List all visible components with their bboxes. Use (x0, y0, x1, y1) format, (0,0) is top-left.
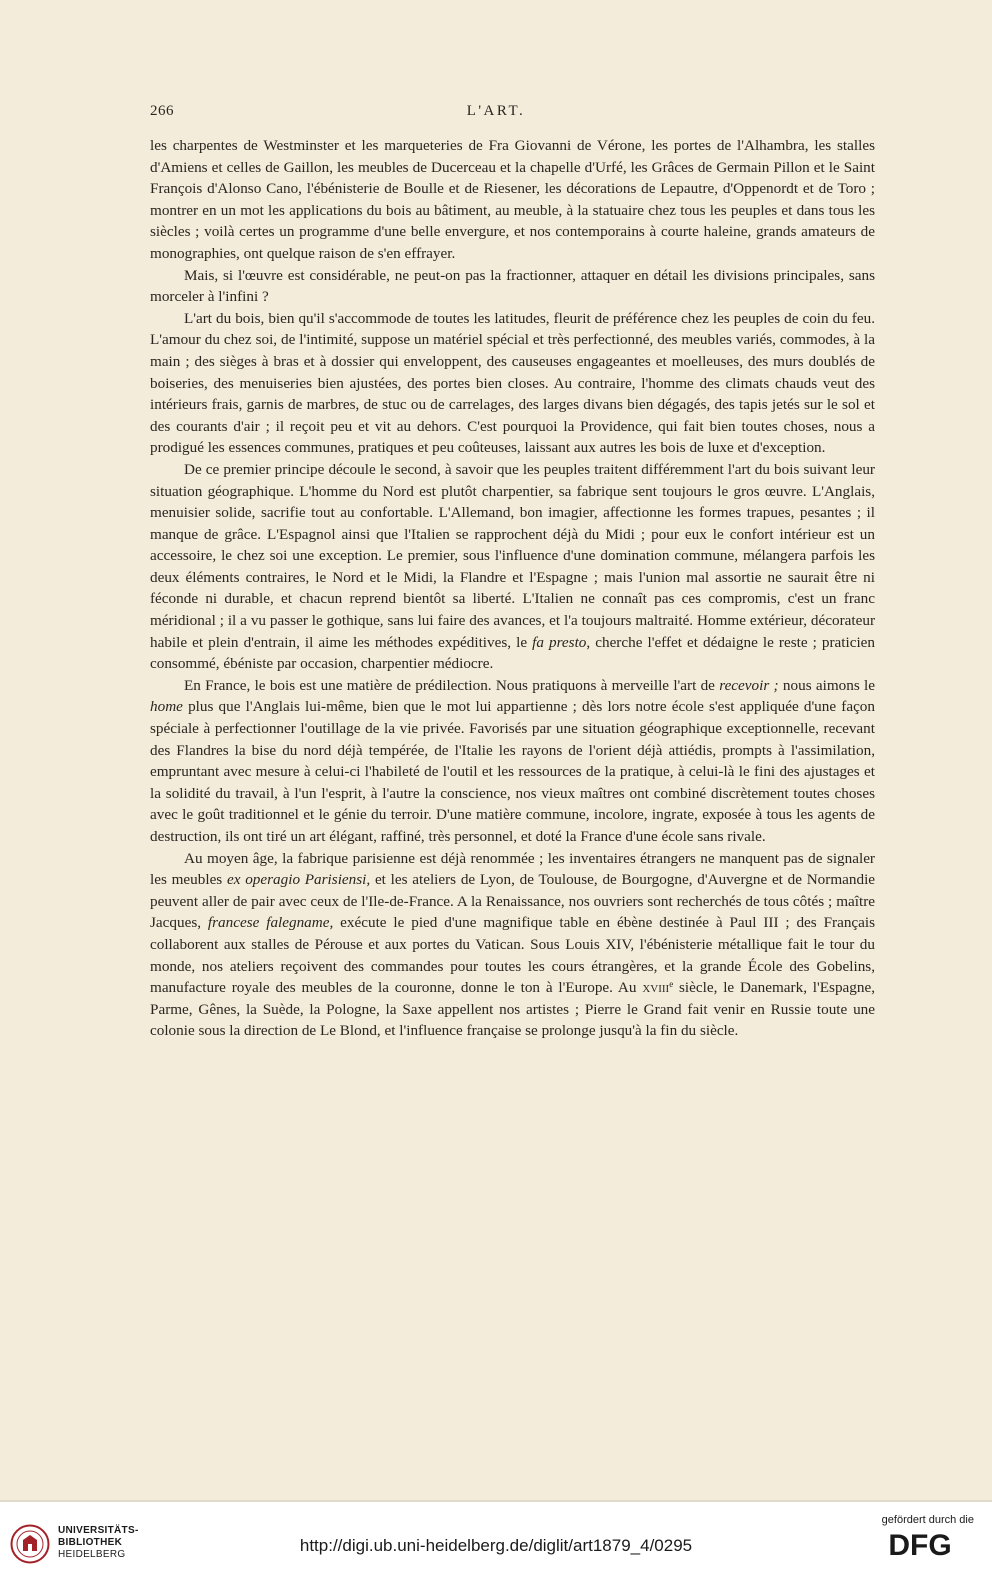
paragraph-text: et les ateliers de Lyon, de Toulouse, de Bourgogne, d'Auvergne et de Normandie peuvent aller de pair avec ceux de l'Ile-de-France. A la Renaissance, nos ouvriers sont recherchés de tous côtés ; maître Jacques, (150, 871, 876, 932)
italic-phrase: ex operagio Parisiensi, (226, 871, 371, 889)
footer-bar (0, 1502, 992, 1585)
institution-line: UNIVERSITÄTS- (58, 1525, 139, 1536)
italic-phrase: recevoir ; (719, 676, 779, 694)
article-body (150, 135, 875, 1042)
dfg-logo-text: DFG (888, 1529, 952, 1559)
paragraph: les charpentes de Westminster et les marqueteries de Fra Giovanni de Vérone, les portes de l'Alhambra, les stalles d'Amiens et celles de Gaillon, les meubles de Ducerceau et la chapelle d'Urfé, les Grâces de Germain Pillon et le Saint François d'Alonso Cano, l'ébénisterie de Boulle et de Riesener, les décorations de Lepautre, d'Oppenordt et de Toro ; montrer en un mot les applications du bois au bâtiment, au meuble, à la statuaire chez tous les peuples et dans tous les siècles ; voilà certes un programme d'une belle envergure, et nos contemporains à courte haleine, grands amateurs de monographies, ont quelque raison de s'en effrayer. (150, 137, 875, 262)
paragraph (150, 459, 875, 675)
dfg-logo (870, 1529, 970, 1559)
paragraph-text: nous aimons le (782, 676, 876, 694)
paragraph-text: En France, le bois est une matière de prédilection. Nous pratiquons à merveille l'art de (184, 676, 715, 694)
italic-phrase: francese falegname, (207, 914, 334, 932)
paragraph (150, 848, 875, 1042)
permalink-url[interactable]: http://digi.ub.uni-heidelberg.de/diglit/art1879_4/0295 (299, 1536, 693, 1555)
paragraph-text: Au moyen âge, la fabrique parisienne est déjà renommée ; les inventaires étrangers ne manquent pas de signaler les meubles (150, 849, 875, 889)
paragraph: Mais, si l'œuvre est considérable, ne peut-on pas la fractionner, attaquer en détail les divisions principales, sans morceler à l'infini ? (150, 266, 875, 306)
institution-line: HEIDELBERG (58, 1549, 126, 1560)
century-numeral: xviii (642, 979, 670, 997)
paragraph: L'art du bois, bien qu'il s'accommode de toutes les latitudes, fleurit de préférence chez les peuples de coin du feu. L'amour du chez soi, de l'intimité, suppose un matériel spécial et très perfectionné, des meubles variés, commodes, à la main ; des sièges à bras et à dossier qui enveloppent, des causeuses engageantes et moelleuses, des murs doublés de boiseries, des menuiseries bien ajustées, des portes bien closes. Au contraire, l'homme des climats chauds veut des intérieurs frais, garnis de marbres, de stuc ou de carrelages, des larges divans bien dégagés, des tapis jetés sur le sol et des courants d'air ; il reçoit peu et vit au dehors. C'est pourquoi la Providence, qui fait bien toutes choses, nous a prodigué les essences communes, pratiques et peu coûteuses, laissant aux autres les bois de luxe et d'exception. (150, 309, 875, 457)
italic-phrase: fa presto (532, 633, 587, 651)
paragraph-text: plus que l'Anglais lui-même, bien que le mot lui appartienne ; dès lors notre école s'est appliquée d'une façon spéciale à perfectionner l'outillage de la vie privée. Favorisés par une situation géographique exceptionnelle, recevant des Flandres la bise du nord déjà tempérée, de l'Italie les rayons de l'orient déjà attiédis, prompts à l'assimilation, empruntant avec mesure à celui-ci l'habileté de l'outil et les ressources de la pratique, à celui-là le fini des ajustages et la solidité du travail, à l'un l'esprit, à l'autre la conscience, nos vieux maîtres ont combiné discrètement toutes choses avec le goût traditionnel et le génie du terroir. D'une matière commune, incolore, ingrate, exposée à tous les agents de destruction, ils ont tiré un art élégant, raffiné, très personnel, et doté la France d'une école sans rivale. (150, 698, 875, 845)
italic-phrase: home (150, 698, 183, 716)
paragraph-text: , cherche l'effet et dédaigne le reste ; praticien consommé, ébéniste par occasion, charpentier médiocre. (150, 633, 875, 673)
institution-line: BIBLIOTHEK (58, 1537, 123, 1548)
funded-by-label: gefördert durch die (881, 1514, 974, 1526)
superscript: e (669, 979, 674, 990)
paragraph-text: siècle, le Danemark, l'Espagne, Parme, Gênes, la Suède, la Pologne, la Saxe appellent nos artistes ; Pierre le Grand fait venir en Russie toute une colonie sous la direction de Le Blond, et l'influence française se prolonge jusqu'à la fin du siècle. (150, 979, 876, 1040)
paragraph-text: exécute le pied d'une magnifique table en ébène destinée à Paul III ; des Français collaborent aux stalles de Pérouse et aux portes du Vatican. Sous Louis XIV, l'ébénisterie métallique fait le tour du monde, nos ateliers reçoivent des commandes pour toutes les cours étrangères, et la grande École des Gobelins, manufacture royale des meubles de la couronne, donne le ton à l'Europe. Au (150, 914, 876, 997)
running-title: L'ART. (466, 103, 526, 119)
paragraph (150, 675, 875, 848)
page-number: 266 (150, 103, 174, 119)
paragraph-text: De ce premier principe découle le second, à savoir que les peuples traitent différemment l'art du bois suivant leur situation géographique. L'homme du Nord est plutôt charpentier, sa fabrique sent toujours le gros œuvre. L'Anglais, menuisier solide, sacrifie tout au confortable. L'Allemand, bon imagier, affectionne les formes trapues, pesantes ; il manque de grâce. L'Espagnol ainsi que l'Italien se rapprochent déjà du Midi ; pour eux le confort intérieur est un accessoire, le chez soi une exception. Le premier, sous l'influence d'une domination commune, mélangera parfois les deux éléments contraires, le Nord et le Midi, la Flandre et l'Espagne ; mais l'union mal assortie ne saurait être ni féconde ni durable, et chacun reprend bientôt sa liberté. L'Italien ne connaît pas ces compromis, c'est un franc méridional ; il a vu passer le gothique, sans lui faire des avances, et l'a toujours maltraité. Homme extérieur, décorateur habile et plein d'entrain, il aime les méthodes expéditives, le (150, 460, 875, 651)
